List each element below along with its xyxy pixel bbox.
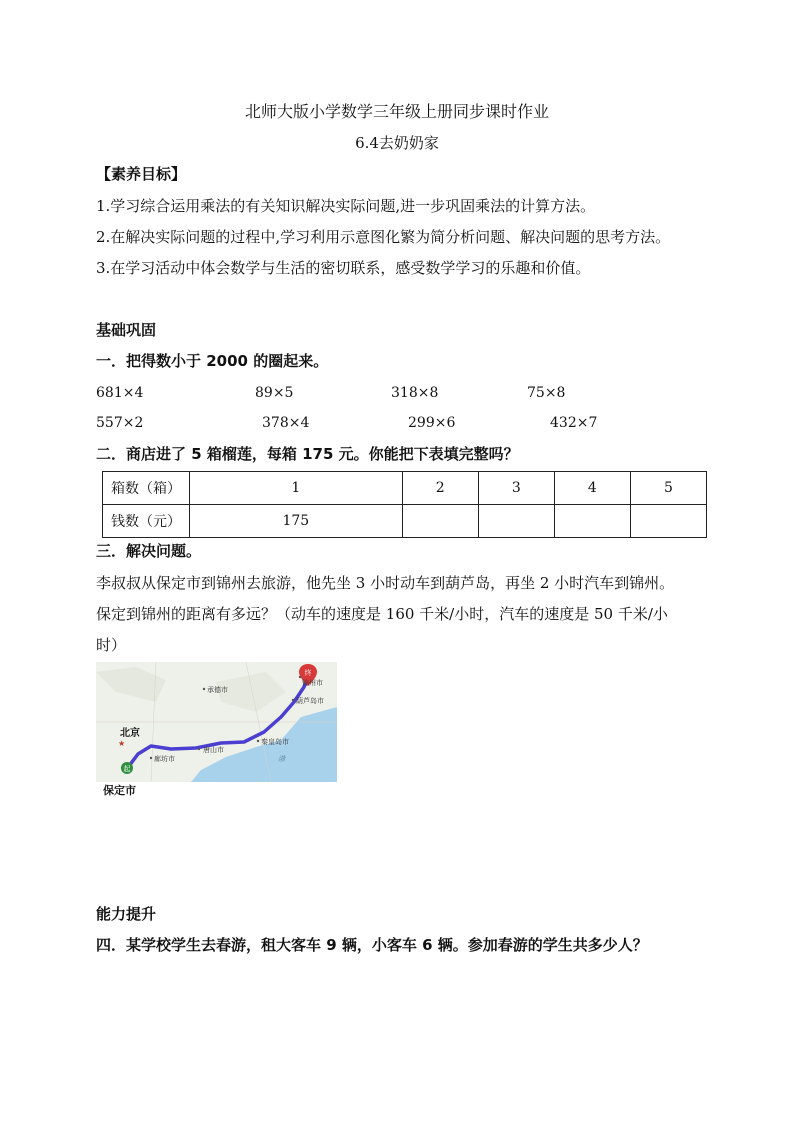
map-label-beijing: 北京 [120,728,140,739]
map-label-sea: 渤 [278,755,285,763]
map-label-chengde: 承德市 [207,686,228,694]
document-title: 北师大版小学数学三年级上册同步课时作业 [244,102,549,121]
map-label-tangshan: 唐山市 [203,746,224,754]
table-cell: 4 [554,472,630,505]
route-map [96,662,337,782]
calc-item: 75×8 [527,385,566,401]
table-row [103,472,707,505]
table-cell: 2 [402,472,478,505]
section-heading-advanced: 能力提升 [96,905,157,923]
start-marker-label: 起 [123,765,131,773]
calc-item: 378×4 [262,415,310,431]
capital-star-icon: ★ [118,739,126,748]
question-3: 三．解决问题。 [96,542,202,560]
table-cell: 钱数（元） [103,505,190,538]
calc-item: 557×2 [96,415,144,431]
calc-item: 318×8 [391,385,439,401]
price-table [102,471,707,538]
calc-item: 432×7 [550,415,598,431]
lesson-subtitle: 6.4去奶奶家 [355,134,439,152]
table-cell: 5 [630,472,706,505]
calc-item: 89×5 [255,385,294,401]
table-cell: 3 [478,472,554,505]
question-4: 四．某学校学生去春游，租大客车 9 辆，小客车 6 辆。参加春游的学生共多少人？ [96,936,648,954]
table-row [103,505,707,538]
goal-item: 2.在解决实际问题的过程中,学习利用示意图化繁为简分析问题、解决问题的思考方法。 [96,228,671,246]
answer-cell[interactable] [554,505,630,538]
end-marker-label: 终 [304,669,312,677]
map-label-jinzhou: 锦州市 [302,679,323,687]
table-cell: 箱数（箱） [103,472,190,505]
section-heading-basic: 基础巩固 [96,321,157,339]
map-label-baoding: 保定市 [103,784,136,797]
problem-text: 保定到锦州的距离有多远？（动车的速度是 160 千米/小时，汽车的速度是 50 千米/小 [96,605,668,623]
start-pin-icon [121,762,133,774]
answer-cell[interactable] [630,505,706,538]
table-cell: 1 [190,472,403,505]
answer-cell[interactable] [402,505,478,538]
calc-item: 681×4 [96,385,144,401]
map-label-qinhuangdao: 秦皇岛市 [261,738,289,746]
goal-item: 3.在学习活动中体会数学与生活的密切联系，感受数学学习的乐趣和价值。 [96,259,591,277]
map-label-langfang: 廊坊市 [154,755,175,763]
problem-text: 时） [96,636,127,654]
goals-heading: 【素养目标】 [96,165,187,183]
calc-item: 299×6 [408,415,456,431]
question-2: 二．商店进了 5 箱榴莲，每箱 175 元。你能把下表填完整吗？ [96,445,519,463]
table-cell: 175 [190,505,403,538]
problem-text: 李叔叔从保定市到锦州去旅游，他先坐 3 小时动车到葫芦岛，再坐 2 小时汽车到锦州。 [96,574,675,592]
question-1: 一．把得数小于 2000 的圈起来。 [96,352,329,370]
route-map-graphic [96,662,337,782]
answer-cell[interactable] [478,505,554,538]
goal-item: 1.学习综合运用乘法的有关知识解决实际问题,进一步巩固乘法的计算方法。 [96,197,596,215]
map-label-huludao: 葫芦岛市 [296,697,324,705]
